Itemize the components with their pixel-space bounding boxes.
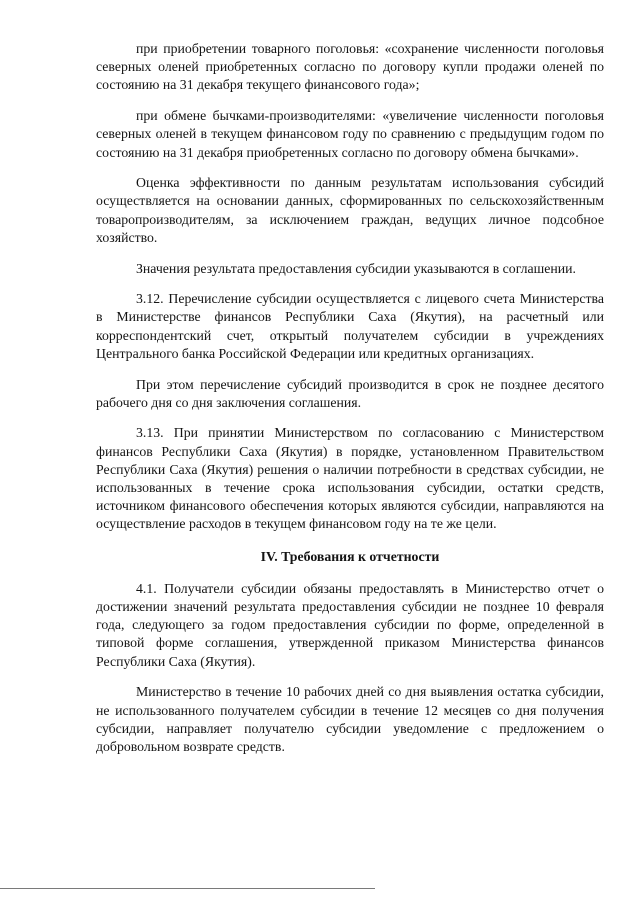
paragraph-efficiency-assessment: Оценка эффективности по данным результатам использования субсидий осуществляется на основании данных, сформированных по сельскохозяйственным товаропроизводителям, за исключением граждан, ведущих личное подсобное хозяйство. [96, 175, 604, 245]
paragraph-3-12: 3.12. Перечисление субсидии осуществляется с лицевого счета Министерства в Министерстве финансов Республики Саха (Якутия), на расчетный или корреспондентский счет, открытый получателем субсидии в учреждениях Центрального банка Российской Федерации или кредитных организациях. [96, 291, 604, 361]
section-heading: IV. Требования к отчетности [260, 548, 440, 564]
paragraph-result-values: Значения результата предоставления субсидии указываются в соглашении. [136, 260, 577, 276]
paragraph-transfer-deadline: При этом перечисление субсидий производится в срок не позднее десятого рабочего дня со дня заключения соглашения. [96, 376, 604, 410]
paragraph-3-13: 3.13. При принятии Министерством по согласованию с Министерством финансов Республики Саха (Якутия) в порядке, установленном Правительством Республики Саха (Якутия) решения о наличии потребности в средствах субсидии, не использованных в течение срока использования субсидии, остатки средств, источником финансового обеспечения которых являются субсидии, направляются на осуществление расходов в текущем финансовом году на те же цели. [96, 425, 604, 532]
document-body [96, 40, 604, 769]
paragraph-exchange-bulls: при обмене бычками-производителями: «увеличение численности поголовья северных оленей в текущем финансовом году по сравнению с предыдущим годом по состоянию на 31 декабря приобретенных согласно по договору обмена бычками». [96, 108, 604, 160]
paragraph-purchase-livestock: при приобретении товарного поголовья: «сохранение численности поголовья северных оленей приобретенных согласно по договору купли продажи оленей по состоянию на 31 декабря текущего финансового года»; [96, 41, 604, 93]
paragraph-4-1: 4.1. Получатели субсидии обязаны предоставлять в Министерство отчет о достижении значений результата предоставления субсидии не позднее 10 февраля года, следующего за годом предоставления субсидии по форме, определенной в типовой форме соглашения, утвержденной приказом Министерства финансов Республики Саха (Якутия). [96, 580, 604, 669]
footer-divider [0, 888, 375, 889]
paragraph-remainder-notice: Министерство в течение 10 рабочих дней со дня выявления остатка субсидии, не использованного получателем субсидии в течение 12 месяцев со дня получения субсидии, направляет получателю субсидии уведомление с предложением о добровольном возврате средств. [96, 684, 604, 754]
